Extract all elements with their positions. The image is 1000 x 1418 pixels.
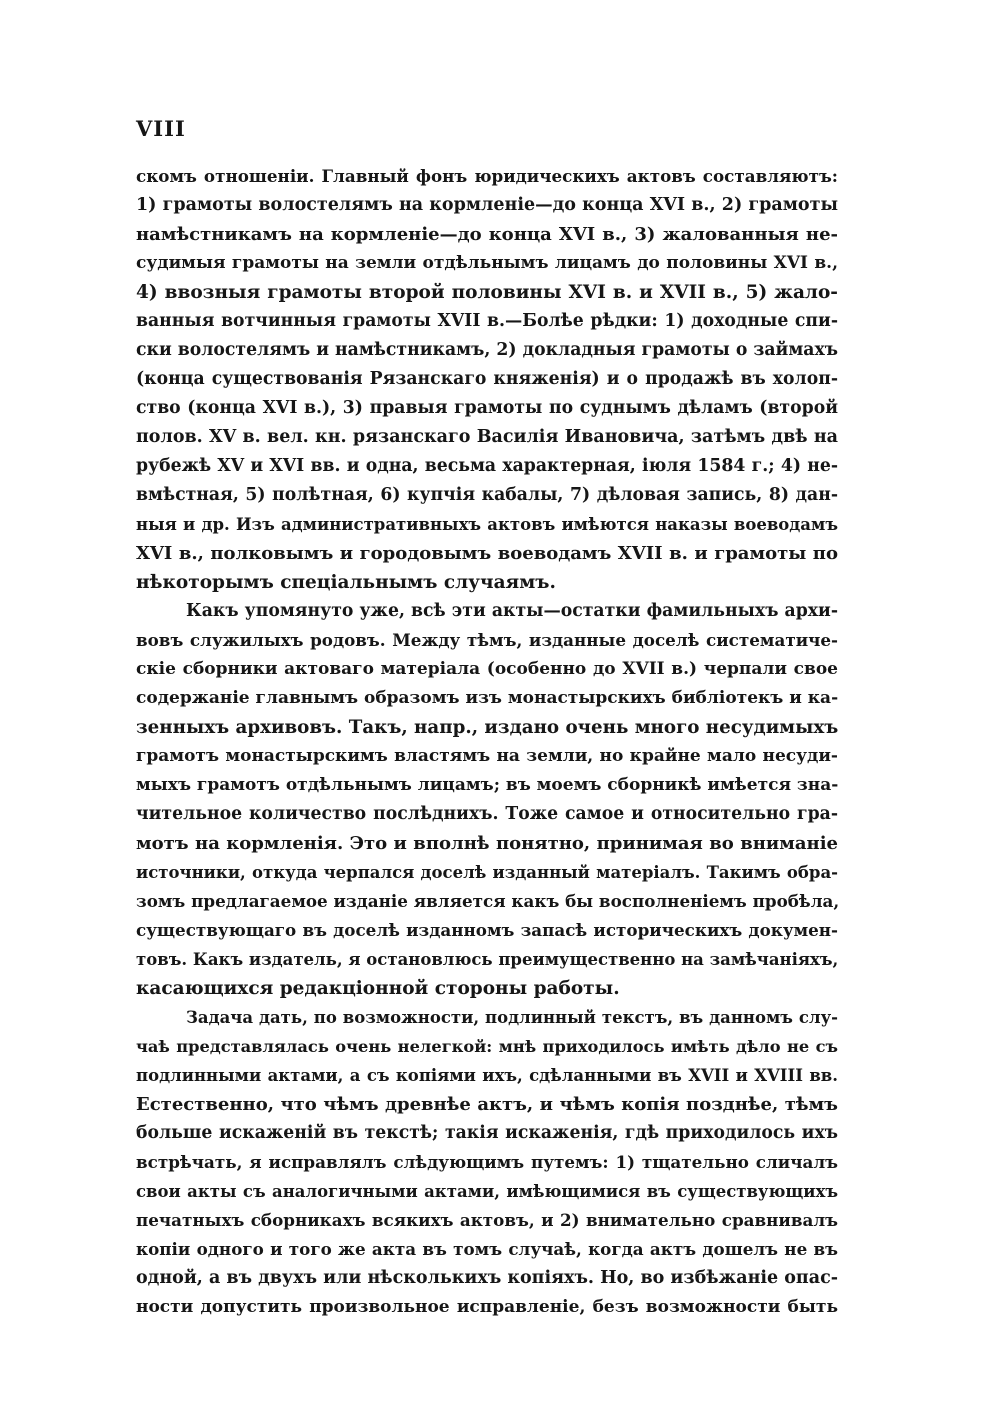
text-line: грамотъ монастырскимъ властямъ на земли, но крайне мало несуди- bbox=[136, 746, 838, 766]
text-line: ство (конца XVI в.), 3) правыя грамоты по суднымъ дѣламъ (второй bbox=[136, 398, 838, 418]
text-line: Задача дать, по возможности, подлинный текстъ, въ данномъ слу- bbox=[186, 1008, 838, 1027]
text-line: источники, откуда черпался доселѣ изданный матеріалъ. Такимъ обра- bbox=[136, 863, 838, 882]
text-line: подлинными актами, а съ копіями ихъ, сдѣланными въ XVII и XVIII вв. bbox=[136, 1066, 838, 1085]
text-line: товъ. Какъ издатель, я остановлюсь преимущественно на замѣчаніяхъ, bbox=[136, 950, 839, 969]
text-line: рубежѣ XV и XVI вв. и одна, весьма характерная, іюля 1584 г.; 4) не- bbox=[136, 456, 838, 476]
text-line: XVI в., полковымъ и городовымъ воеводамъ XVII в. и грамоты по bbox=[136, 543, 838, 564]
text-line: больше искаженій въ текстѣ; такія искаженія, гдѣ приходилось ихъ bbox=[136, 1123, 838, 1143]
text-line: нѣкоторымъ спеціальнымъ случаямъ. bbox=[136, 572, 556, 593]
page-number: VIII bbox=[136, 116, 186, 141]
text-line: ванныя вотчинныя грамоты XVII в.—Болѣе рѣдки: 1) доходные спи- bbox=[136, 311, 838, 331]
text-line: вовъ служилыхъ родовъ. Между тѣмъ, изданные доселѣ систематиче- bbox=[136, 630, 838, 650]
text-line: касающихся редакціонной стороны работы. bbox=[136, 978, 620, 999]
text-line: зенныхъ архивовъ. Такъ, напр., издано очень много несудимыхъ bbox=[136, 717, 839, 738]
text-line: (конца существованія Рязанскаго княженія) и о продажѣ въ холоп- bbox=[136, 369, 838, 389]
text-line: существующаго въ доселѣ изданномъ запасѣ историческихъ докумен- bbox=[136, 920, 838, 940]
text-line: печатныхъ сборникахъ всякихъ актовъ, и 2) внимательно сравнивалъ bbox=[136, 1210, 838, 1230]
text-line: судимыя грамоты на земли отдѣльнымъ лицамъ до половины XVI в., bbox=[136, 253, 838, 273]
text-line: зомъ предлагаемое изданіе является какъ бы восполненіемъ пробѣла, bbox=[136, 891, 840, 911]
text-line: Естественно, что чѣмъ древнѣе актъ, и чѣмъ копія позднѣе, тѣмъ bbox=[136, 1094, 838, 1115]
text-line: скомъ отношеніи. Главный фонъ юридическихъ актовъ составляютъ: bbox=[136, 166, 838, 186]
text-line: мотъ на кормленія. Это и вполнѣ понятно, принимая во вниманіе bbox=[136, 833, 838, 854]
text-line: мыхъ грамотъ отдѣльнымъ лицамъ; въ моемъ сборникѣ имѣется зна- bbox=[136, 775, 839, 795]
text-line: ности допустить произвольное исправленіе, безъ возможности быть bbox=[136, 1297, 838, 1317]
text-line: полов. XV в. вел. кн. рязанскаго Василія Ивановича, затѣмъ двѣ на bbox=[136, 427, 838, 447]
text-line: содержаніе главнымъ образомъ изъ монастырскихъ библіотекъ и ка- bbox=[136, 688, 839, 708]
text-line: чительное количество послѣднихъ. Тоже самое и относительно гра- bbox=[136, 804, 838, 824]
text-line: Какъ упомянуто уже, всѣ эти акты—остатки фамильныхъ архи- bbox=[186, 601, 838, 621]
text-line: 1) грамоты волостелямъ на кормленіе—до конца XVI в., 2) грамоты bbox=[136, 195, 838, 215]
text-line: скіе сборники актоваго матеріала (особенно до XVII в.) черпали свое bbox=[136, 659, 838, 679]
text-line: свои акты съ аналогичными актами, имѣющимися въ существующихъ bbox=[136, 1182, 838, 1201]
text-line: вмѣстная, 5) полѣтная, 6) купчія кабалы, 7) дѣловая запись, 8) дан- bbox=[136, 485, 838, 505]
text-line: чаѣ представлялась очень нелегкой: мнѣ приходилось имѣть дѣло не съ bbox=[136, 1037, 838, 1056]
text-line: ныя и др. Изъ административныхъ актовъ имѣются наказы воеводамъ bbox=[136, 515, 838, 534]
text-line: намѣстникамъ на кормленіе—до конца XVI в., 3) жалованныя не- bbox=[136, 224, 838, 245]
text-line: одной, а въ двухъ или нѣсколькихъ копіяхъ. Но, во избѣжаніе опас- bbox=[136, 1268, 838, 1288]
text-line: 4) ввозныя грамоты второй половины XVI в. и XVII в., 5) жало- bbox=[136, 282, 838, 303]
text-line: встрѣчать, я исправлялъ слѣдующимъ путемъ: 1) тщательно сличалъ bbox=[136, 1152, 838, 1172]
text-line: копіи одного и того же акта въ томъ случаѣ, когда актъ дошелъ не въ bbox=[136, 1239, 838, 1259]
text-line: ски волостелямъ и намѣстникамъ, 2) докладныя грамоты о займахъ bbox=[136, 340, 838, 360]
